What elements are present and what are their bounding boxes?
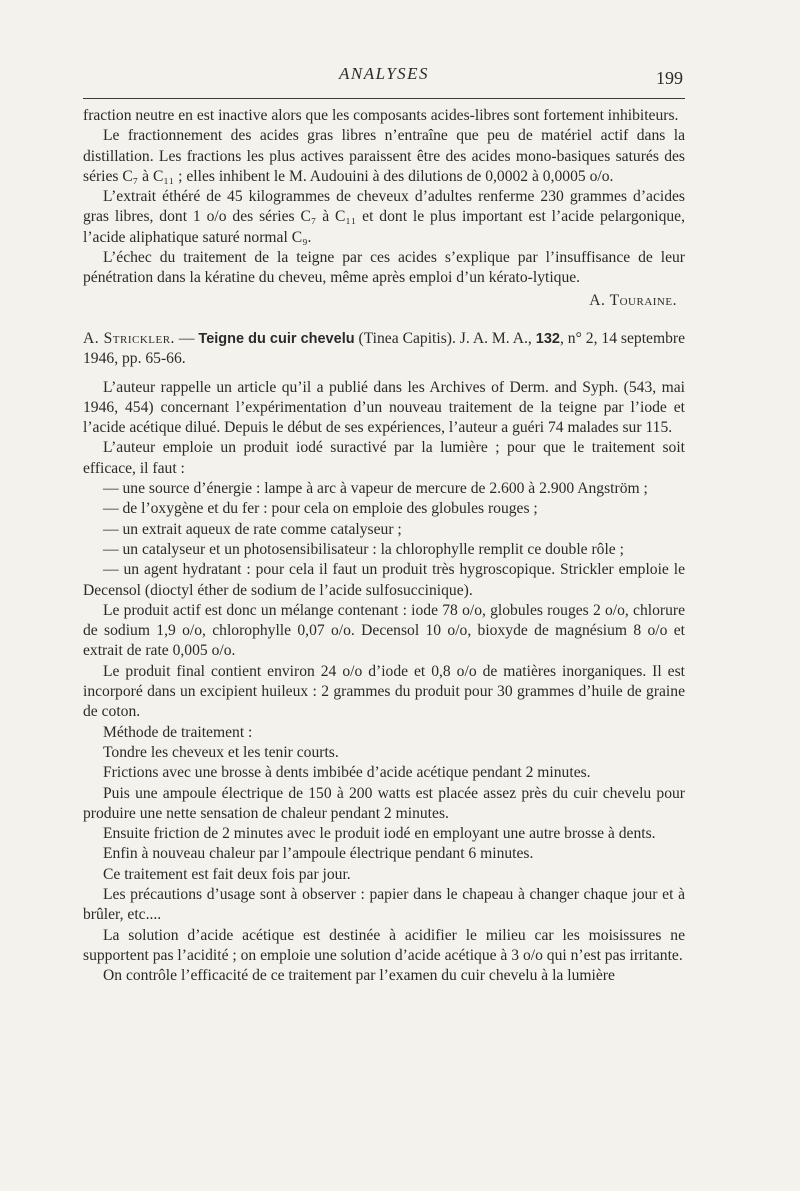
reference-author: A. Strickler. [83,329,175,347]
paragraph: Le fractionnement des acides gras libres n’entraîne que peu de matériel actif dans la distillation. Les fractions les plus actives paraissent être des acides mono-basiques saturés des séries C₇ à C₁₁ ; elles inhibent le M. Audouini à des dilutions de 0,0002 à 0,0005 o/o. [83,127,685,185]
paragraph: Puis une ampoule électrique de 150 à 200 watts est placée assez près du cuir chevelu pour produire une nette sensation de chaleur pendant 2 minutes. [83,784,685,822]
page-number: 199 [656,68,683,88]
list-item: — de l’oxygène et du fer : pour cela on emploie des globules rouges ; [103,500,538,518]
running-title: ANALYSES [338,64,430,83]
paragraph: Tondre les cheveux et les tenir courts. [103,743,339,761]
reference-details: , n° 2, 14 septembre 1946, pp. 65-66. [83,329,686,368]
list-item: — une source d’énergie : lampe à arc à vapeur de mercure de 2.600 à 2.900 Angström ; [103,480,648,498]
paragraph: L’échec du traitement de la teigne par ces acides s’explique par l’insuffisance de leur pénétration dans la kératine du cheveu, même après emploi d’un kérato-lytique. [83,249,685,287]
paragraph: On contrôle l’efficacité de ce traitement par l’examen du cuir chevelu à la lumière [103,967,615,985]
paragraph: Enfin à nouveau chaleur par l’ampoule électrique pendant 6 minutes. [103,845,534,863]
list-item: — un catalyseur et un photosensibilisateur : la chlorophylle remplit ce double rôle ; [103,540,624,558]
paragraph: fraction neutre en est inactive alors que les composants acides-libres sont fortement inhibiteurs. [83,107,679,124]
reference-dash: — [174,329,199,347]
author-signature: A. Touraine. [589,291,677,309]
paragraph: Le produit final contient environ 24 o/o d’iode et 0,8 o/o de matières inorganiques. Il est incorporé dans un excipient huileux : 2 grammes du produit pour 30 grammes d’huile de graine de coton. [83,662,685,721]
paragraph: L’extrait éthéré de 45 kilogrammes de cheveux d’adultes renferme 230 grammes d’acides gras libres, dont 1 o/o des séries C₇ à C₁₁ et dont le plus important est l’acide pelargonique, l’acide aliphatique saturé normal C₉. [83,188,685,246]
paragraph: Frictions avec une brosse à dents imbibée d’acide acétique pendant 2 minutes. [103,764,591,782]
paragraph: Les précautions d’usage sont à observer : papier dans le chapeau à changer chaque jour et à brûler, etc.... [83,885,685,924]
article-title: Teigne du cuir chevelu [198,330,355,347]
reference-details: (Tinea Capitis). J. A. M. A., [354,329,536,347]
reference-volume: 132 [535,330,560,347]
list-item: — un agent hydratant : pour cela il faut un produit très hygroscopique. Strickler emploie le Decensol (dioctyl éther de sodium de l’acide sulfosuccinique). [83,561,685,599]
paragraph: Le produit actif est donc un mélange contenant : iode 78 o/o, globules rouges 2 o/o, chlorure de sodium 1,9 o/o, chlorophylle 0,07 o/o. Decensol 10 o/o, bioxyde de magnésium 8 o/o et extrait de rate 0,005 o/o. [83,601,685,660]
paragraph: L’auteur emploie un produit iodé suractivé par la lumière ; pour que le traitement soit efficace, il faut : [83,439,685,477]
paragraph: Ce traitement est fait deux fois par jour. [103,865,351,883]
paragraph: Ensuite friction de 2 minutes avec le produit iodé en employant une autre brosse à dents. [103,825,656,843]
article-reference [83,329,685,370]
paragraph: La solution d’acide acétique est destinée à acidifier le milieu car les moisissures ne supportent pas l’acidité ; on emploie une solution d’acide acétique à 3 o/o qui n’est pas irritante. [83,926,685,964]
page-header [83,58,685,99]
list-item: — un extrait aqueux de rate comme catalyseur ; [103,520,402,538]
paragraph: Méthode de traitement : [103,723,253,741]
paragraph: L’auteur rappelle un article qu’il a publié dans les Archives of Derm. and Syph. (543, mai 1946, 454) concernant l’expérimentation d’un nouveau traitement de la teigne par l’iode et l’acide acétique dilué. Depuis le début de ses expériences, l’auteur a guéri 74 malades sur 115. [83,378,685,437]
page-body [83,106,685,986]
